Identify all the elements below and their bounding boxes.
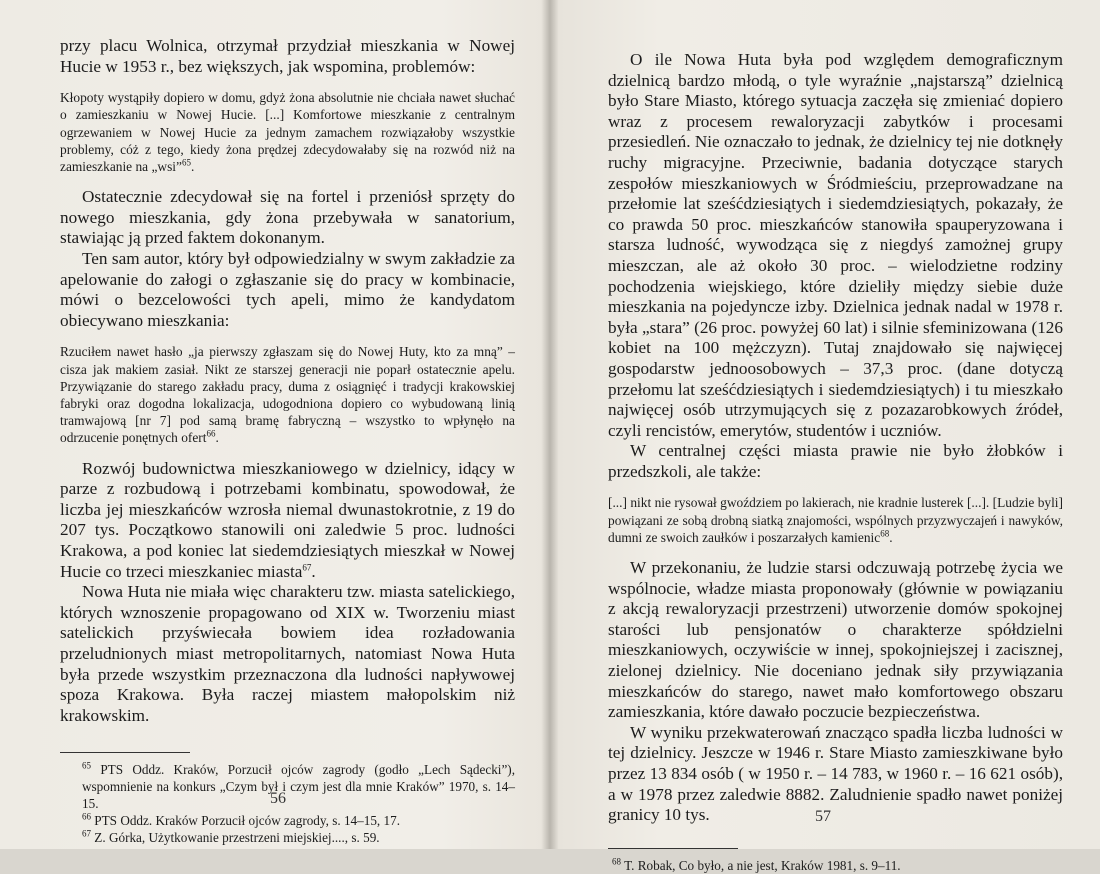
right-footnote-68: [608, 857, 1063, 874]
left-footnote-rule: [60, 752, 190, 753]
right-text-column: [608, 50, 1063, 874]
footnote-text: T. Robak, Co było, a nie jest, Kraków 1981, s. 9–11.: [624, 857, 901, 873]
left-paragraph-5: Nowa Huta nie miała więc charakteru tzw. miasta satelickiego, których wznoszenie propagowano od XIX w. Tworzeniu miast satelickich przyświecała bowiem idea rozładowania przeludnionych miast metropolitarnych, natomiast Nowa Huta była przede wszystkim przeznaczona dla ludności napływowej spoza Krakowa. Była raczej miastem małopolskim niż krakowskim.: [60, 582, 515, 725]
right-quote-1-ref: 68: [880, 528, 890, 539]
right-quote-1: [...] nikt nie rysował gwoździem po lakierach, nie kradnie lusterek [...]. [Ludzie byli] powiązani ze sobą drobną siatką znajomości, wspólnych przyzwyczajeń i nawyków, dumni ze swoich zaułków i poszarzałych kamienic$^{68}$.: [608, 495, 1063, 545]
left-quote-2: Rzuciłem nawet hasło „ja pierwszy zgłaszam się do Nowej Huty, kto za mną” – cisza jak makiem zasiał. Nikt ze starszej generacji nie poparł ostatecznie apelu. Przywiązanie do starego zakładu pracy, duma z osiągnięć i tradycji krakowskiej fabryki oraz dogodna lokalizacja, udogodniona dopiero co wybudowaną linią tramwajową [nr 7] pod samą bramę fabryczną – wszystko to wpłynęło na odrzucenie ponętnych ofert$^{66}$.: [60, 344, 515, 446]
left-quote-1: Kłopoty wystąpiły dopiero w domu, gdyż żona absolutnie nie chciała nawet słuchać o zamieszkaniu w Nowej Hucie. [...] Komfortowe mieszkanie z centralnym ogrzewaniem w Nowej Hucie za jednym zamachem rozwiązałoby wszystkie problemy, cóż z tego, kiedy żona prędzej zdecydowałaby się na rozwód niż na zamieszkanie na „wsi”$^{65}$.: [60, 90, 515, 174]
footnote-number: 65: [82, 760, 91, 771]
right-paragraph-1: O ile Nowa Huta była pod względem demograficznym dzielnicą bardzo młodą, o tyle wyraźnie „najstarszą” dzielnicą było Stare Miasto, którego sytuacja zaczęła się zmieniać dopiero wraz z procesem rewaloryzacji zabytków i procesami przesiedleń. Nie oznaczało to jednak, że dzielnicy tej nie dotknęły ruchy migracyjne. Przeciwnie, badania dotyczące starych zespołów mieszkaniowych w Śródmieściu, przeprowadzane na przełomie lat sześćdziesiątych i siedemdziesiątych, pokazały, że co prawda 50 proc. mieszkańców stanowiła spauperyzowana i starsza ludność, wywodząca się z niegdyś zamożnej grupy mieszczan, ale aż około 30 proc. – wielodzietne rodziny pochodzenia wiejskiego, które dzieliły między siebie duże mieszkania na pojedyncze izby. Dzielnica jednak nadal w 1978 r. była „stara” (26 proc. powyżej 60 lat) i silnie sfeminizowana (126 kobiet na 100 mężczyzn). Tutaj znajdowało się najwięcej gospodarstw jednoosobowych – 37,3 proc. (dane dotyczą przełomu lat sześćdziesiątych i siedemdziesiątych) i tu mieszkało najwięcej osób utrzymujących się z pozazarobkowych źródeł, czyli rencistów, emerytów, studentów i uczniów.: [608, 50, 1063, 440]
footnote-number: 66: [82, 811, 91, 822]
footnote-number: 68: [612, 856, 621, 867]
footnote-text: PTS Oddz. Kraków Porzucił ojców zagrody, s. 14–15, 17.: [94, 813, 401, 829]
left-page-number: 56: [270, 790, 286, 807]
footnote-text: Z. Górka, Użytkowanie przestrzeni miejskiej...., s. 59.: [94, 830, 380, 846]
left-paragraph-2: Ostatecznie zdecydował się na fortel i przeniósł sprzęty do nowego mieszkania, gdy żona przebywała w sanatorium, stawiając ją przed faktem dokonanym.: [60, 187, 515, 248]
right-page-number: 57: [815, 808, 831, 825]
left-text-column: [60, 36, 515, 846]
footnote-text: PTS Oddz. Kraków, Porzucił ojców zagrody (godło „Lech Sądecki”), wspomnienie na konkurs „Czym był i czym jest dla mnie Kraków” 1970, s. 14–15.: [82, 762, 515, 812]
left-page: [0, 0, 550, 849]
left-paragraph-1: przy placu Wolnica, otrzymał przydział mieszkania w Nowej Hucie w 1953 r., bez większych, jak wspomina, problemów:: [60, 36, 515, 76]
left-footnote-67: [60, 829, 515, 846]
left-quote-2-text: Rzuciłem nawet hasło „ja pierwszy zgłaszam się do Nowej Huty, kto za mną” – cisza jak makiem zasiał. Nikt ze starszej generacji nie poparł ostatecznie apelu. Przywiązanie do starego zakładu pracy, duma z osiągnięć i tradycji krakowskiej fabryki oraz dogodna lokalizacja, udogodniona dopiero co wybudowaną linią tramwajową [nr 7] pod samą bramę fabryczną – wszystko to wpłynęło na odrzucenie ponętnych ofert: [60, 344, 515, 446]
right-footnote-rule: [608, 848, 738, 849]
footnote-number: 67: [82, 828, 91, 839]
left-footnote-65: [60, 761, 515, 812]
left-footnote-66: [60, 812, 515, 829]
left-quote-1-text: Kłopoty wystąpiły dopiero w domu, gdyż żona absolutnie nie chciała nawet słuchać o zamieszkaniu w Nowej Hucie. [...] Komfortowe mieszkanie z centralnym ogrzewaniem w Nowej Hucie za jednym zamachem rozwiązałoby wszystkie problemy, cóż z tego, kiedy żona prędzej zdecydowałaby się na rozwód niż na zamieszkanie na „wsi”: [60, 90, 515, 174]
right-paragraph-4: W wyniku przekwaterowań znacząco spadła liczba ludności w tej dzielnicy. Jeszcze w 1946 r. Stare Miasto zamieszkiwane było przez 13 834 osób ( w 1950 r. – 14 783, w 1960 r. – 16 621 osób), a w 1978 przez zaledwie 8882. Zaludnienie spadło nawet poniżej granicy 10 tys.: [608, 722, 1063, 825]
right-paragraph-2: W centralnej części miasta prawie nie było żłobków i przedszkoli, ale także:: [608, 441, 1063, 481]
right-paragraph-3: W przekonaniu, że ludzie starsi odczuwają potrzebę życia we wspólnocie, władze miasta proponowały (głównie w powiązaniu z akcją rewaloryzacji przestrzeni) utworzenie domów spokojnej starości lub pensjonatów o charakterze spółdzielni mieszkaniowych, oczywiście w innej, spokojniejszej i zacisznej, zielonej dzielnicy. Nie doceniano jednak siły przywiązania mieszkańców do starego, nawet mało komfortowego obszaru zamieszkania, które dawało poczucie bezpieczeństwa.: [608, 558, 1063, 722]
left-quote-1-ref: 65: [181, 157, 191, 168]
left-paragraph-4-ref: 67: [302, 561, 312, 572]
left-quote-2-ref: 66: [206, 428, 216, 439]
left-paragraph-4-text: Rozwój budownictwa mieszkaniowego w dzielnicy, idący w parze z rozbudową i potrzebami kombinatu, spowodował, że liczba jej mieszkańców wzrosła niemal dwunastokrotnie, z 19 do 207 tys. Początkowo stanowili oni zaledwie 5 proc. ludności Krakowa, a pod koniec lat siedemdziesiątych mieszkał w Nowej Hucie co trzeci mieszkaniec miasta: [60, 458, 515, 581]
left-paragraph-3: Ten sam autor, który był odpowiedzialny w swym zakładzie za apelowanie do załogi o zgłaszanie się do pracy w kombinacie, mówi o bezcelowości tych apeli, mimo że kandydatom obiecywano mieszkania:: [60, 248, 515, 330]
right-quote-1-text: [...] nikt nie rysował gwoździem po lakierach, nie kradnie lusterek [...]. [Ludzie byli] powiązani ze sobą drobną siatką znajomości, wspólnych przyzwyczajeń i nawyków, dumni ze swoich zaułków i poszarzałych kamienic: [608, 495, 1063, 545]
left-paragraph-4: Rozwój budownictwa mieszkaniowego w dzielnicy, idący w parze z rozbudową i potrzebami kombinatu, spowodował, że liczba jej mieszkańców wzrosła niemal dwunastokrotnie, z 19 do 207 tys. Początkowo stanowili oni zaledwie 5 proc. ludności Krakowa, a pod koniec lat siedemdziesiątych mieszkał w Nowej Hucie co trzeci mieszkaniec miasta$^{67}$.: [60, 458, 515, 581]
right-page: [550, 0, 1100, 873]
